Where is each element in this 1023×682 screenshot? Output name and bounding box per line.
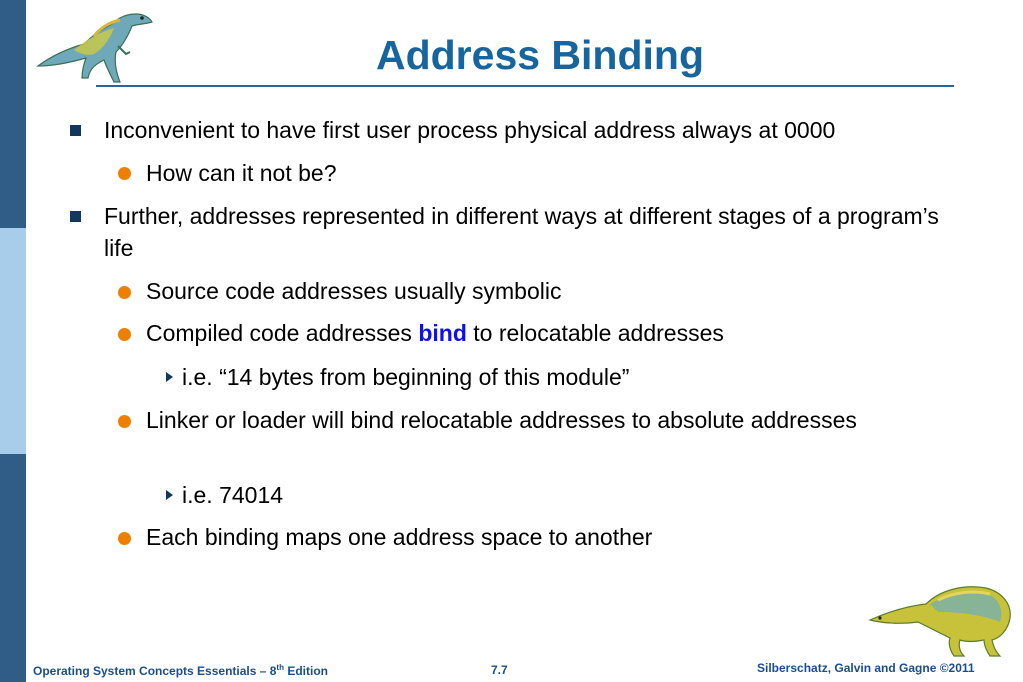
bullet-text: Compiled code addresses: [146, 320, 419, 346]
footer-book-prefix: Operating System Concepts Essentials – 8: [33, 664, 277, 678]
footer-copyright: Silberschatz, Galvin and Gagne ©2011: [757, 661, 975, 675]
round-bullet-icon: [118, 415, 131, 428]
sidebar-segment-top: [0, 0, 26, 228]
footer-book-title: [33, 663, 328, 678]
sidebar-stripe: [0, 0, 26, 682]
round-bullet-icon: [118, 328, 131, 341]
bullet-item: Each binding maps one address space to another: [146, 524, 653, 550]
square-bullet-icon: [70, 211, 81, 222]
bullet-item: i.e. “14 bytes from beginning of this module”: [182, 364, 630, 390]
bullet-item: How can it not be?: [146, 160, 337, 186]
dinosaur-crouching-icon: [868, 582, 1016, 658]
bullet-item: Further, addresses represented in different ways at different stages of a program’s life: [104, 203, 939, 261]
square-bullet-icon: [70, 125, 81, 136]
sidebar-segment-middle: [0, 228, 26, 454]
sidebar-segment-bottom: [0, 454, 26, 682]
bullet-text: to relocatable addresses: [466, 320, 724, 346]
round-bullet-icon: [118, 532, 131, 545]
footer-book-sup: th: [276, 663, 284, 672]
footer-book-suffix: Edition: [283, 664, 328, 678]
triangle-bullet-icon: [166, 490, 173, 500]
bullet-item: Inconvenient to have first user process physical address always at 0000: [104, 117, 836, 143]
title-underline: [96, 85, 954, 87]
bullet-item: [146, 317, 926, 349]
dinosaur-standing-icon: [34, 6, 158, 86]
footer-page-number: 7.7: [491, 663, 508, 677]
bullet-item: i.e. 74014: [182, 482, 284, 508]
triangle-bullet-icon: [166, 372, 173, 382]
round-bullet-icon: [118, 286, 131, 299]
bullet-item: Source code addresses usually symbolic: [146, 278, 562, 304]
bullet-item: Linker or loader will bind relocatable addresses to absolute addresses: [146, 407, 857, 433]
highlighted-term: bind: [418, 320, 467, 346]
slide-title: Address Binding: [375, 32, 705, 78]
round-bullet-icon: [118, 167, 131, 180]
